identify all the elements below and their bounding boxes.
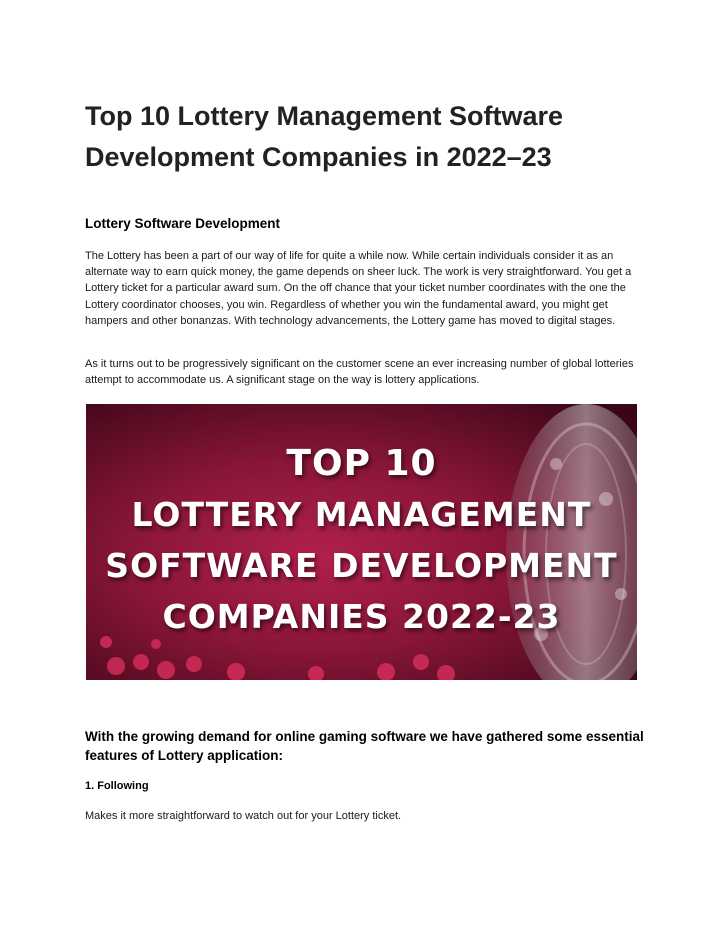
section-heading: Lottery Software Development	[85, 216, 281, 231]
page-title: Top 10 Lottery Management Software Development Companies in 2022–23	[85, 101, 564, 172]
banner-line-3: SOFTWARE DEVELOPMENT	[105, 546, 618, 585]
banner-line-4: COMPANIES 2022-23	[162, 597, 561, 636]
banner-image	[86, 404, 637, 680]
banner-line-2: LOTTERY MANAGEMENT	[131, 495, 592, 534]
second-paragraph: As it turns out to be progressively significant on the customer scene an ever increasing number of global lotteries attempt to accommodate us. A significant stage on the way is lottery applications.	[85, 358, 634, 387]
intro-paragraph: The Lottery has been a part of our way of life for quite a while now. While certain individuals consider it as an alternate way to earn quick money, the game depends on sheer luck. The work is very straightforward. You get a Lottery ticket for a particular award sum. On the off chance that your ticket number coordinates with the one the Lottery coordinator chooses, you win. Regardless of whether you win the fundamental award, you might get hampers and other bonanzas. With technology advancements, the Lottery game has moved to digital stages.	[85, 250, 632, 327]
banner-headline	[86, 438, 637, 642]
features-heading: With the growing demand for online gaming software we have gathered some essential features of Lottery application:	[85, 729, 644, 763]
feature-1-text: Makes it more straightforward to watch out for your Lottery ticket.	[85, 810, 402, 822]
banner-line-1: TOP 10	[286, 443, 437, 484]
feature-1-heading: 1. Following	[85, 780, 149, 792]
